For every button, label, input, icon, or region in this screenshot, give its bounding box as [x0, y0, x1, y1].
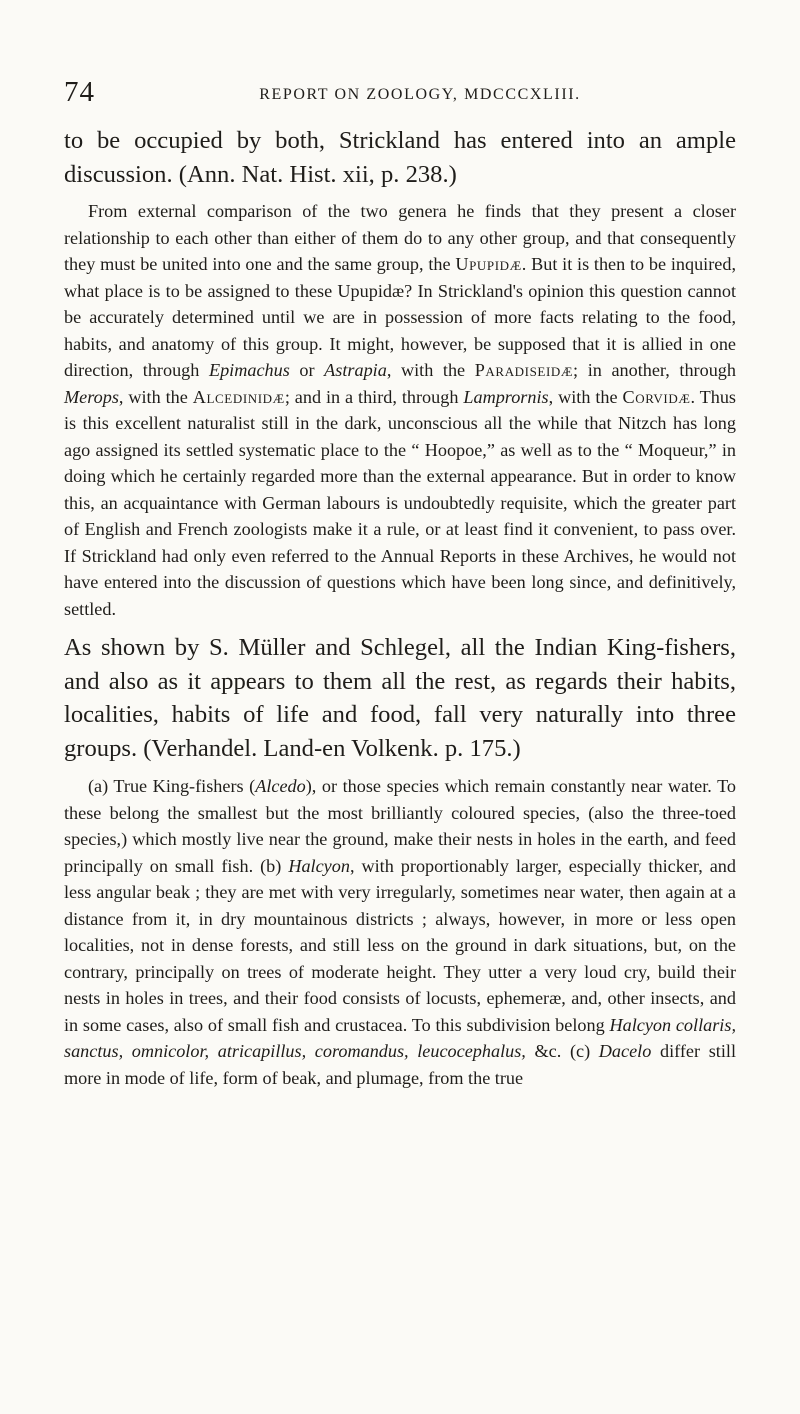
- species-list: Halcyon collaris, sanctus, omnicolor, atricapillus, coromandus, leucocephalus,: [64, 1014, 736, 1061]
- paragraph-group-descriptions: [64, 773, 736, 1091]
- page-number: 74: [64, 76, 95, 108]
- family-name-upupidae: Upupidæ: [455, 254, 522, 274]
- text-run: . Thus is this excellent naturalist still in the dark, unconscious all the while that Nitzch has long ago assigned its settled systematic place to the “ Hoopoe,” as well as to the “ Moqueur,” in doing which he certainly regarded more than the external appearance. But in order to know this, an acquaintance with German labours is undoubtedly requisite, which the greater part of English and French zoologists make it a rule, or at least find it convenient, to pass over. If Strickland had only even referred to the Annual Reports in these Archives, he would not have entered into the discussion of questions which have been long since, and definitively, settled.: [64, 386, 736, 619]
- paragraph-strickland-discussion: [64, 198, 736, 622]
- text-run: ; in another, through: [573, 360, 736, 380]
- text-run: . But it is then to be inquired, what place is to be assigned to these Upupidæ? In Strickland's opinion this question cannot be accurately determined until we are in possession of more facts relating to the food, habits, and anatomy of this group. It might, however, be supposed that it is allied in one direction, through: [64, 254, 736, 380]
- page-body: [64, 124, 736, 1091]
- text-run: ; and in a third, through: [284, 386, 464, 407]
- text-run: , with the: [386, 360, 475, 380]
- text-run: , with the: [118, 386, 193, 407]
- text-run: True King-fishers (: [108, 776, 256, 796]
- label-a: (a): [88, 776, 109, 796]
- genus-halcyon: Halcyon: [288, 855, 350, 876]
- text-run: , with proportionably larger, especially thicker, and less angular beak ; they are met with very irregularly, sometimes near water, then again at a distance from it, in dry mountainous districts ; always, however, in more or less open localities, not in dense forests, and still less on the ground in dark situations, but, on the contrary, principally on trees of moderate height. They utter a very loud cry, build their nests in holes in trees, and their food consists of locusts, ephemeræ, and, other insects, and in some cases, also of small fish and crustacea. To this subdivision belong: [64, 855, 736, 1035]
- family-name-alcedinidae: Alcedinidæ: [192, 386, 285, 407]
- genus-lamprornis: Lamprornis: [463, 386, 549, 407]
- label-c: (c): [569, 1041, 591, 1061]
- text-run: From external comparison of the two genera he finds that they present a closer relationship to each other than either of them do to any other group, and that consequently they must be united into one and the same group, the: [64, 201, 736, 274]
- genus-merops: Merops: [64, 386, 119, 407]
- text-run: , with the: [548, 386, 623, 407]
- text-run: &c.: [525, 1041, 570, 1061]
- label-b: (b): [260, 855, 282, 876]
- text-run: or: [289, 360, 325, 380]
- text-run: [590, 1041, 599, 1061]
- genus-dacelo: Dacelo: [598, 1041, 652, 1061]
- genus-alcedo: Alcedo: [255, 776, 306, 796]
- page-header: [64, 78, 736, 108]
- paragraph-continuation: to be occupied by both, Strickland has entered into an ample discussion. (Ann. Nat. Hist. xii, p. 238.): [64, 127, 736, 188]
- family-name-corvidae: Corvidæ: [622, 386, 691, 407]
- paragraph-kingfisher-groups: As shown by S. Müller and Schlegel, all the Indian King-fishers, and also as it appears to them all the rest, as regards their habits, localities, habits of life and food, fall very naturally into three groups. (Verhandel. Land-en Volkenk. p. 175.): [64, 634, 736, 762]
- family-name-paradiseidae: Paradiseidæ: [474, 360, 574, 380]
- text-run: ), or those species which remain constantly near water. To these belong the smallest but the most brilliantly coloured species, (also the three-toed species,) which mostly live near the ground, make their nests in holes in the earth, and feed principally on small fish.: [64, 776, 737, 876]
- running-head: REPORT ON ZOOLOGY, MDCCCXLIII.: [259, 86, 581, 103]
- genus-astrapia: Astrapia: [324, 360, 387, 380]
- text-run: differ still more in mode of life, form of beak, and plumage, from the true: [64, 1041, 736, 1088]
- genus-epimachus: Epimachus: [208, 360, 290, 380]
